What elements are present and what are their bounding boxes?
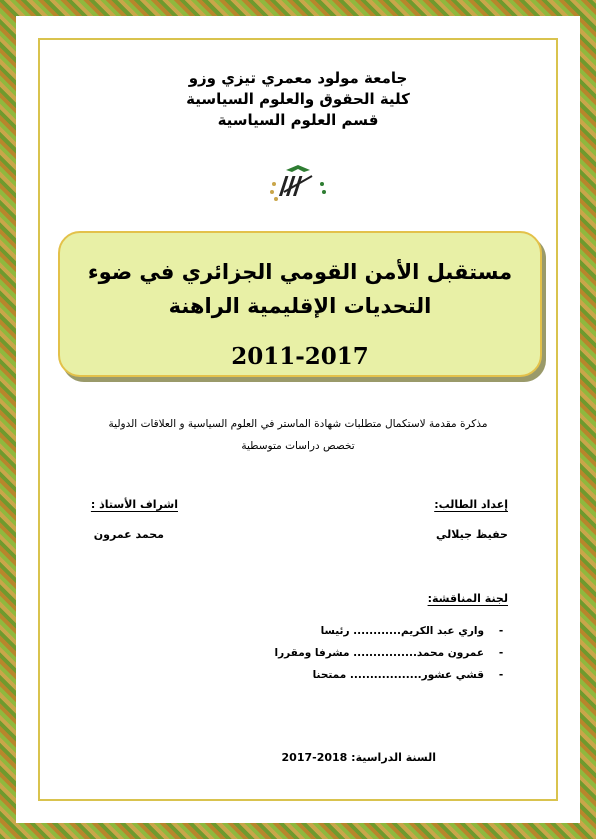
thesis-title-line-2: التحديات الإقليمية الراهنة xyxy=(168,294,432,318)
university-name: جامعة مولود معمري تيزي وزو xyxy=(188,69,408,87)
institution-header xyxy=(60,68,536,131)
student-label: إعداد الطالب: xyxy=(434,498,508,511)
academic-year-value: 2017-2018 xyxy=(281,751,348,764)
supervisor-name: محمد عمرون xyxy=(93,528,164,541)
thesis-title-line-1: مستقبل الأمن القومي الجزائري في ضوء xyxy=(87,260,513,284)
faculty-name: كلية الحقوق والعلوم السياسية xyxy=(186,90,410,108)
department-name: قسم العلوم السياسية xyxy=(217,111,379,129)
academic-year xyxy=(282,751,436,764)
list-bullet: - xyxy=(498,669,504,681)
thesis-title-box xyxy=(58,231,542,377)
committee-member xyxy=(275,642,509,664)
committee-list xyxy=(275,620,509,686)
committee-label: لجنة المناقشة: xyxy=(427,592,508,605)
academic-year-label: السنة الدراسية: xyxy=(351,751,436,764)
student-name: حفيظ جيلالي xyxy=(436,528,508,541)
supervisor-label: اشراف الأستاذ : xyxy=(90,498,178,511)
list-bullet: - xyxy=(498,625,504,637)
committee-member xyxy=(275,664,509,686)
university-logo-icon xyxy=(264,162,332,208)
memo-line-2: تخصص دراسات متوسطية xyxy=(241,440,355,452)
committee-member-text: قشي عشور.................. ممتحنا xyxy=(312,669,484,681)
thesis-years: 2011-2017 xyxy=(231,343,369,370)
committee-member xyxy=(275,620,509,642)
committee-member-text: عمرون محمد................ مشرفا ومقررا xyxy=(274,647,484,659)
committee-member-text: واري عبد الكريم............ رئيسا xyxy=(320,625,484,637)
memo-line-1: مذكرة مقدمة لاستكمال متطلبات شهادة الماستر في العلوم السياسية و العلاقات الدولية xyxy=(108,418,488,430)
memo-description xyxy=(60,413,536,457)
list-bullet: - xyxy=(498,647,504,659)
